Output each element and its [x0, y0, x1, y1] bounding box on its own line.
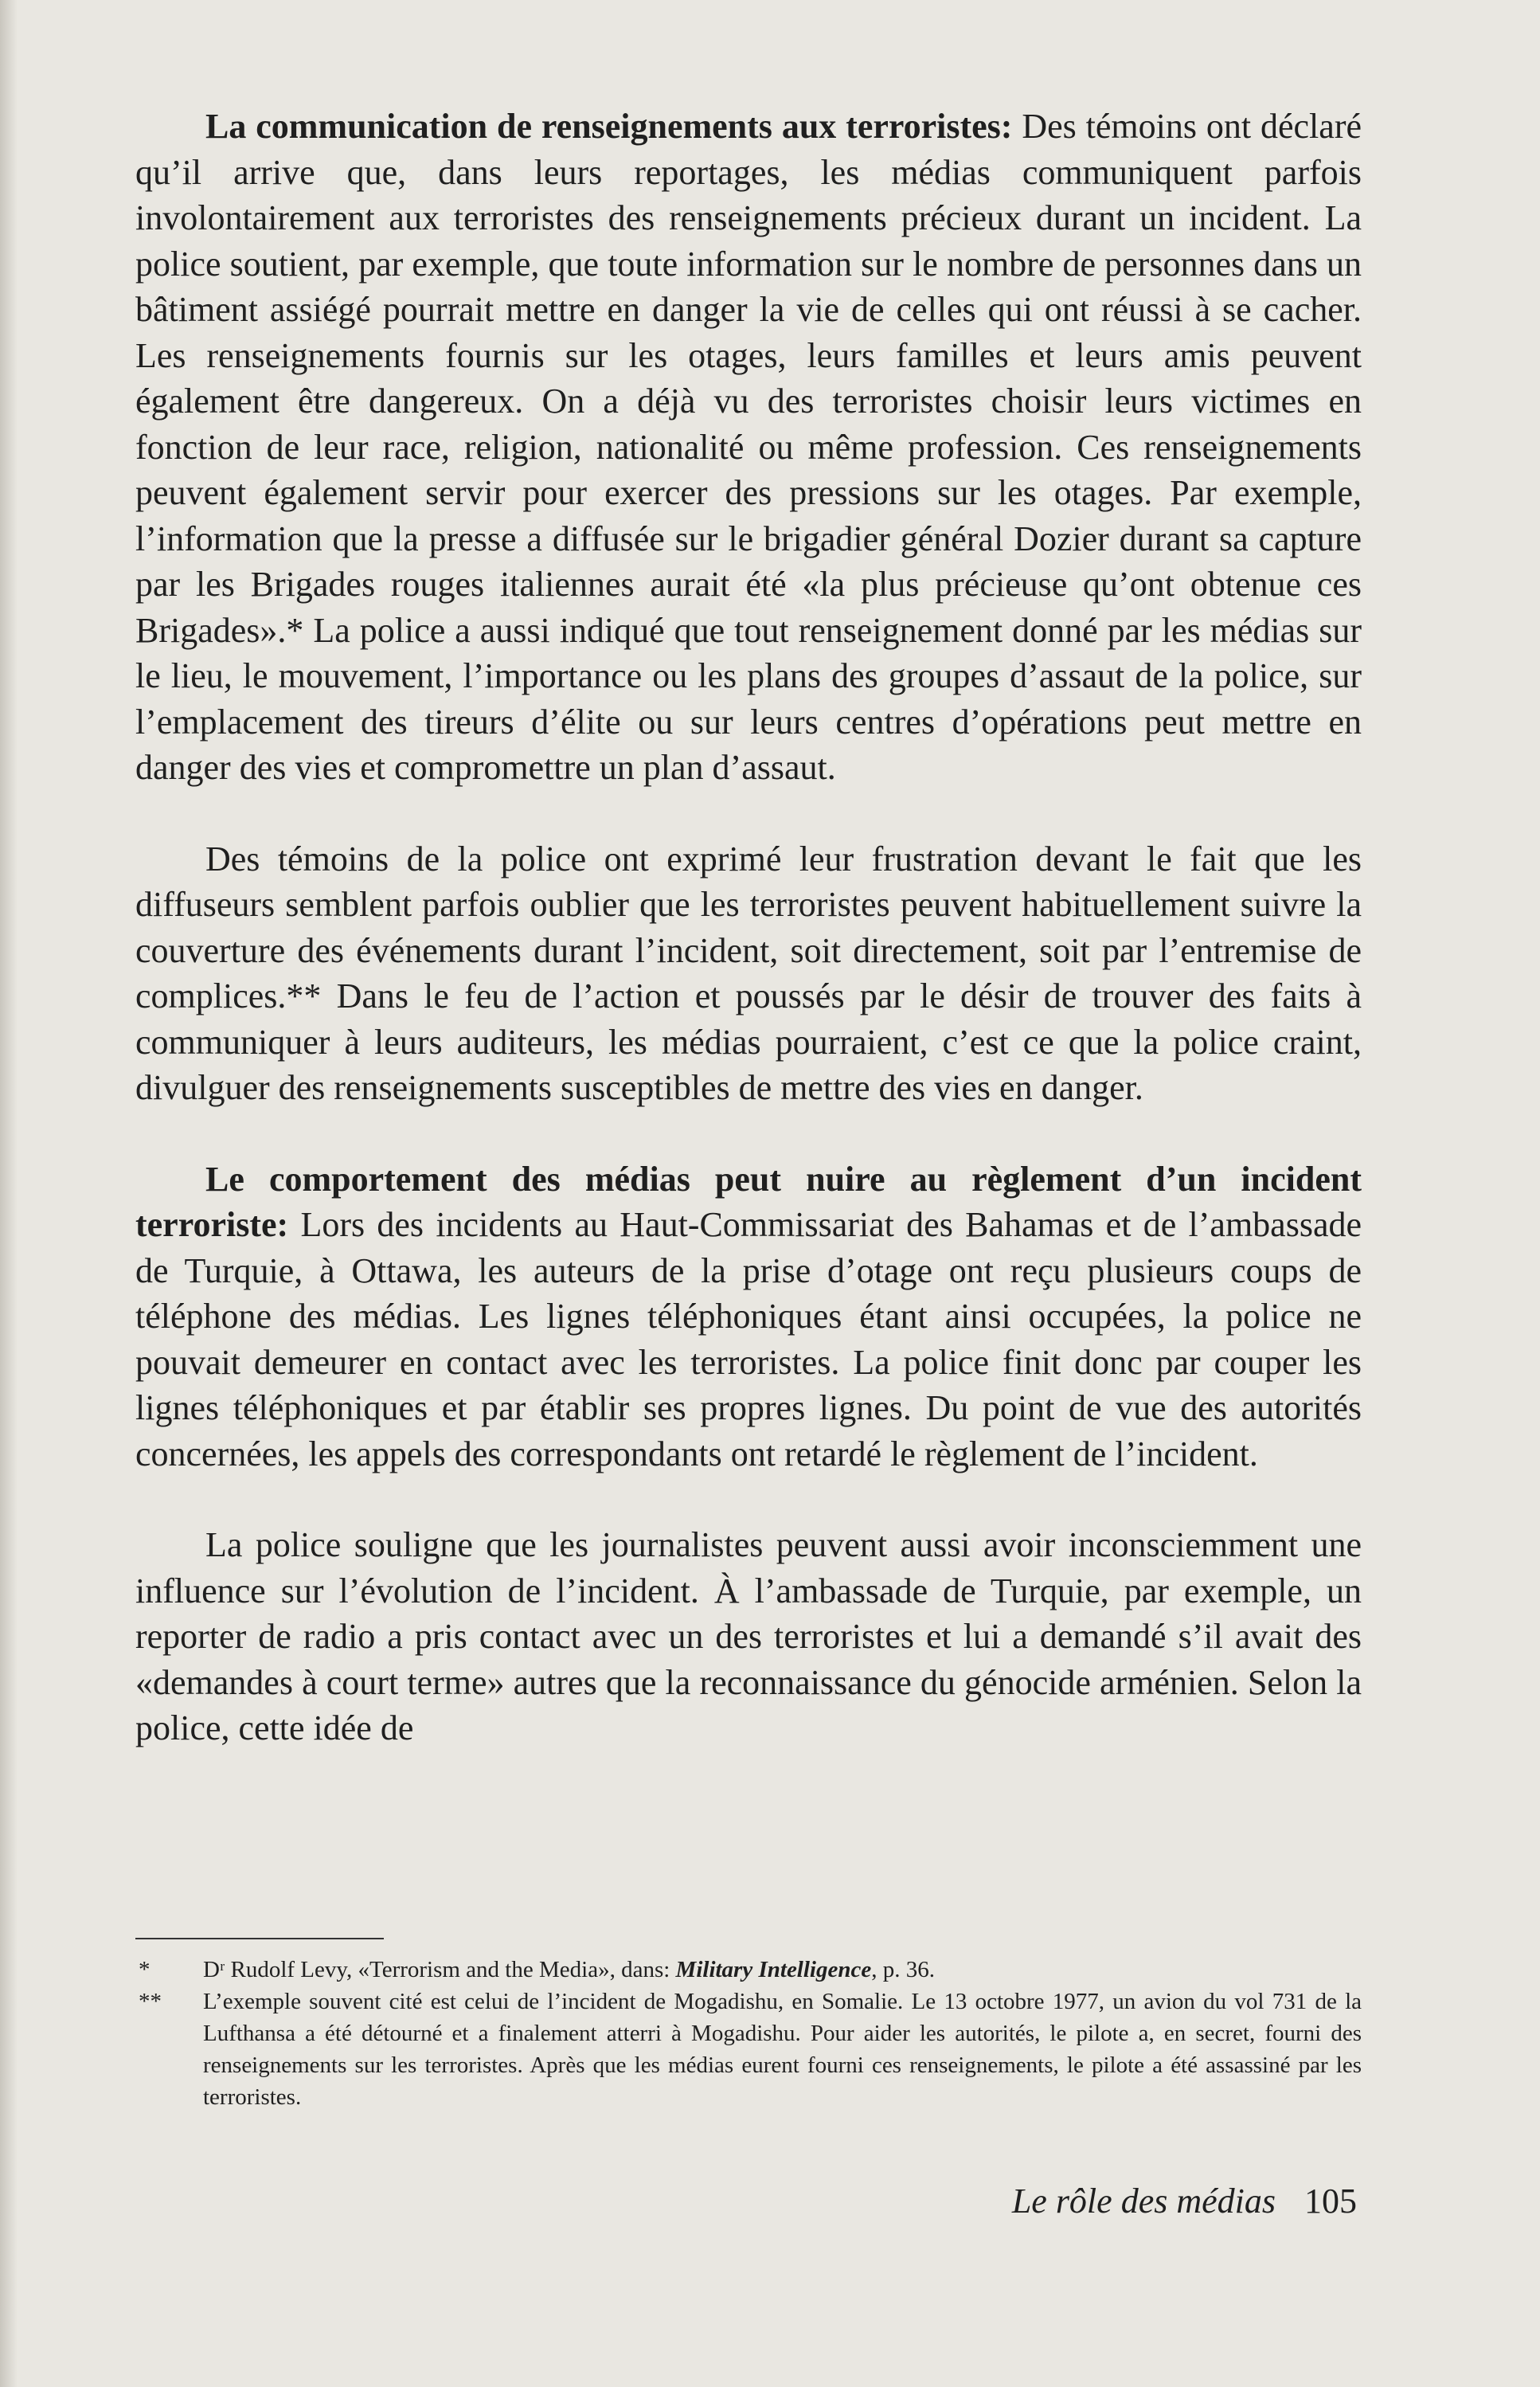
section-heading: Le comportement des médias peut nuire au règlement d’un incident terroriste:	[135, 1159, 1362, 1244]
section-heading: La communication de renseignements aux terroristes:	[205, 107, 1013, 146]
paragraph-1	[135, 104, 1362, 791]
paragraph-text: Des témoins de la police ont exprimé leur frustration devant le fait que les diffuseurs semblent parfois oublier que les terroristes peuvent habituellement suivre la couverture des événements durant l’incident, soit directement, soit par l’entremise de complices.** Dans le feu de l’action et poussés par le désir de trouver des faits à communiquer à leurs auditeurs, les médias pourraient, c’est ce que la police craint, divulguer des renseignements susceptibles de mettre des vies en danger.	[135, 839, 1362, 1107]
paragraph-text: Des témoins ont déclaré qu’il arrive que, dans leurs reportages, les médias communiquent parfois involontairement aux terroristes des renseignements précieux durant un incident. La police soutient, par exemple, que toute information sur le nombre de personnes dans un bâtiment assiégé pourrait mettre en danger la vie de celles qui ont réussi à se cacher. Les renseignements fournis sur les otages, leurs familles et leurs amis peuvent également être dangereux. On a déjà vu des terroristes choisir leurs victimes en fonction de leur race, religion, nationalité ou même profession. Ces renseignements peuvent également servir pour exercer des pressions sur les otages. Par exemple, l’information que la presse a diffusée sur le brigadier général Dozier durant sa capture par les Brigades rouges italiennes aurait été «la plus précieuse qu’ont obtenue ces Brigades».* La police a aussi indiqué que tout renseignement donné par les médias sur le lieu, le mouvement, l’importance ou les plans des groupes d’assaut de la police, sur l’emplacement des tireurs d’élite ou sur leurs centres d’opérations peut mettre en danger des vies et compromettre un plan d’assaut.	[135, 107, 1362, 787]
footnote-marker: **	[139, 1989, 162, 2014]
footnote-marker: *	[139, 1957, 150, 1982]
footnote-1	[135, 1954, 1362, 1986]
footnote-text: L’exemple souvent cité est celui de l’incident de Mogadishu, en Somalie. Le 13 octobre 1977, un avion du vol 731 de la Lufthansa a été détourné et a finalement atterri à Mogadishu. Pour aider les autorités, le pilote a, en secret, fourni des renseignements sur les terroristes. Après que les médias eurent fourni ces renseignements, le pilote a été assassiné par les terroristes.	[203, 1989, 1362, 2110]
footnote-source-title: Military Intelligence	[675, 1957, 872, 1982]
paragraph-3	[135, 1156, 1362, 1477]
footnote-text-part: Dʳ Rudolf Levy, «Terrorism and the Media», dans:	[203, 1957, 676, 1982]
running-title: Le rôle des médias	[1011, 2182, 1276, 2221]
paragraph-2	[135, 836, 1362, 1111]
paragraph-4	[135, 1522, 1362, 1751]
page-number: 105	[1304, 2182, 1357, 2221]
paragraph-text: Lors des incidents au Haut-Commissariat des Bahamas et de l’ambassade de Turquie, à Ottawa, les auteurs de la prise d’otage ont reçu plusieurs coups de téléphone des médias. Les lignes téléphoniques étant ainsi occupées, la police ne pouvait demeurer en contact avec les terroristes. La police finit donc par couper les lignes téléphoniques et par établir ses propres lignes. Du point de vue des autorités concernées, les appels des correspondants ont retardé le règlement de l’incident.	[135, 1205, 1362, 1473]
body-text	[135, 104, 1362, 1751]
footnote-2	[135, 1986, 1362, 2113]
footnotes	[135, 1938, 1362, 2113]
footnote-text-part: , p. 36.	[871, 1957, 935, 1982]
page-edge-shadow	[0, 0, 18, 2387]
paragraph-text: La police souligne que les journalistes peuvent aussi avoir inconsciemment une influence sur l’évolution de l’incident. À l’ambassade de Turquie, par exemple, un reporter de radio a pris contact avec un des terroristes et lui a demandé s’il avait des «demandes à court terme» autres que la reconnaissance du génocide arménien. Selon la police, cette idée de	[135, 1525, 1362, 1747]
page-footer	[1012, 2178, 1357, 2224]
footnote-divider	[135, 1938, 384, 1939]
footnote-text	[203, 1954, 1362, 1986]
